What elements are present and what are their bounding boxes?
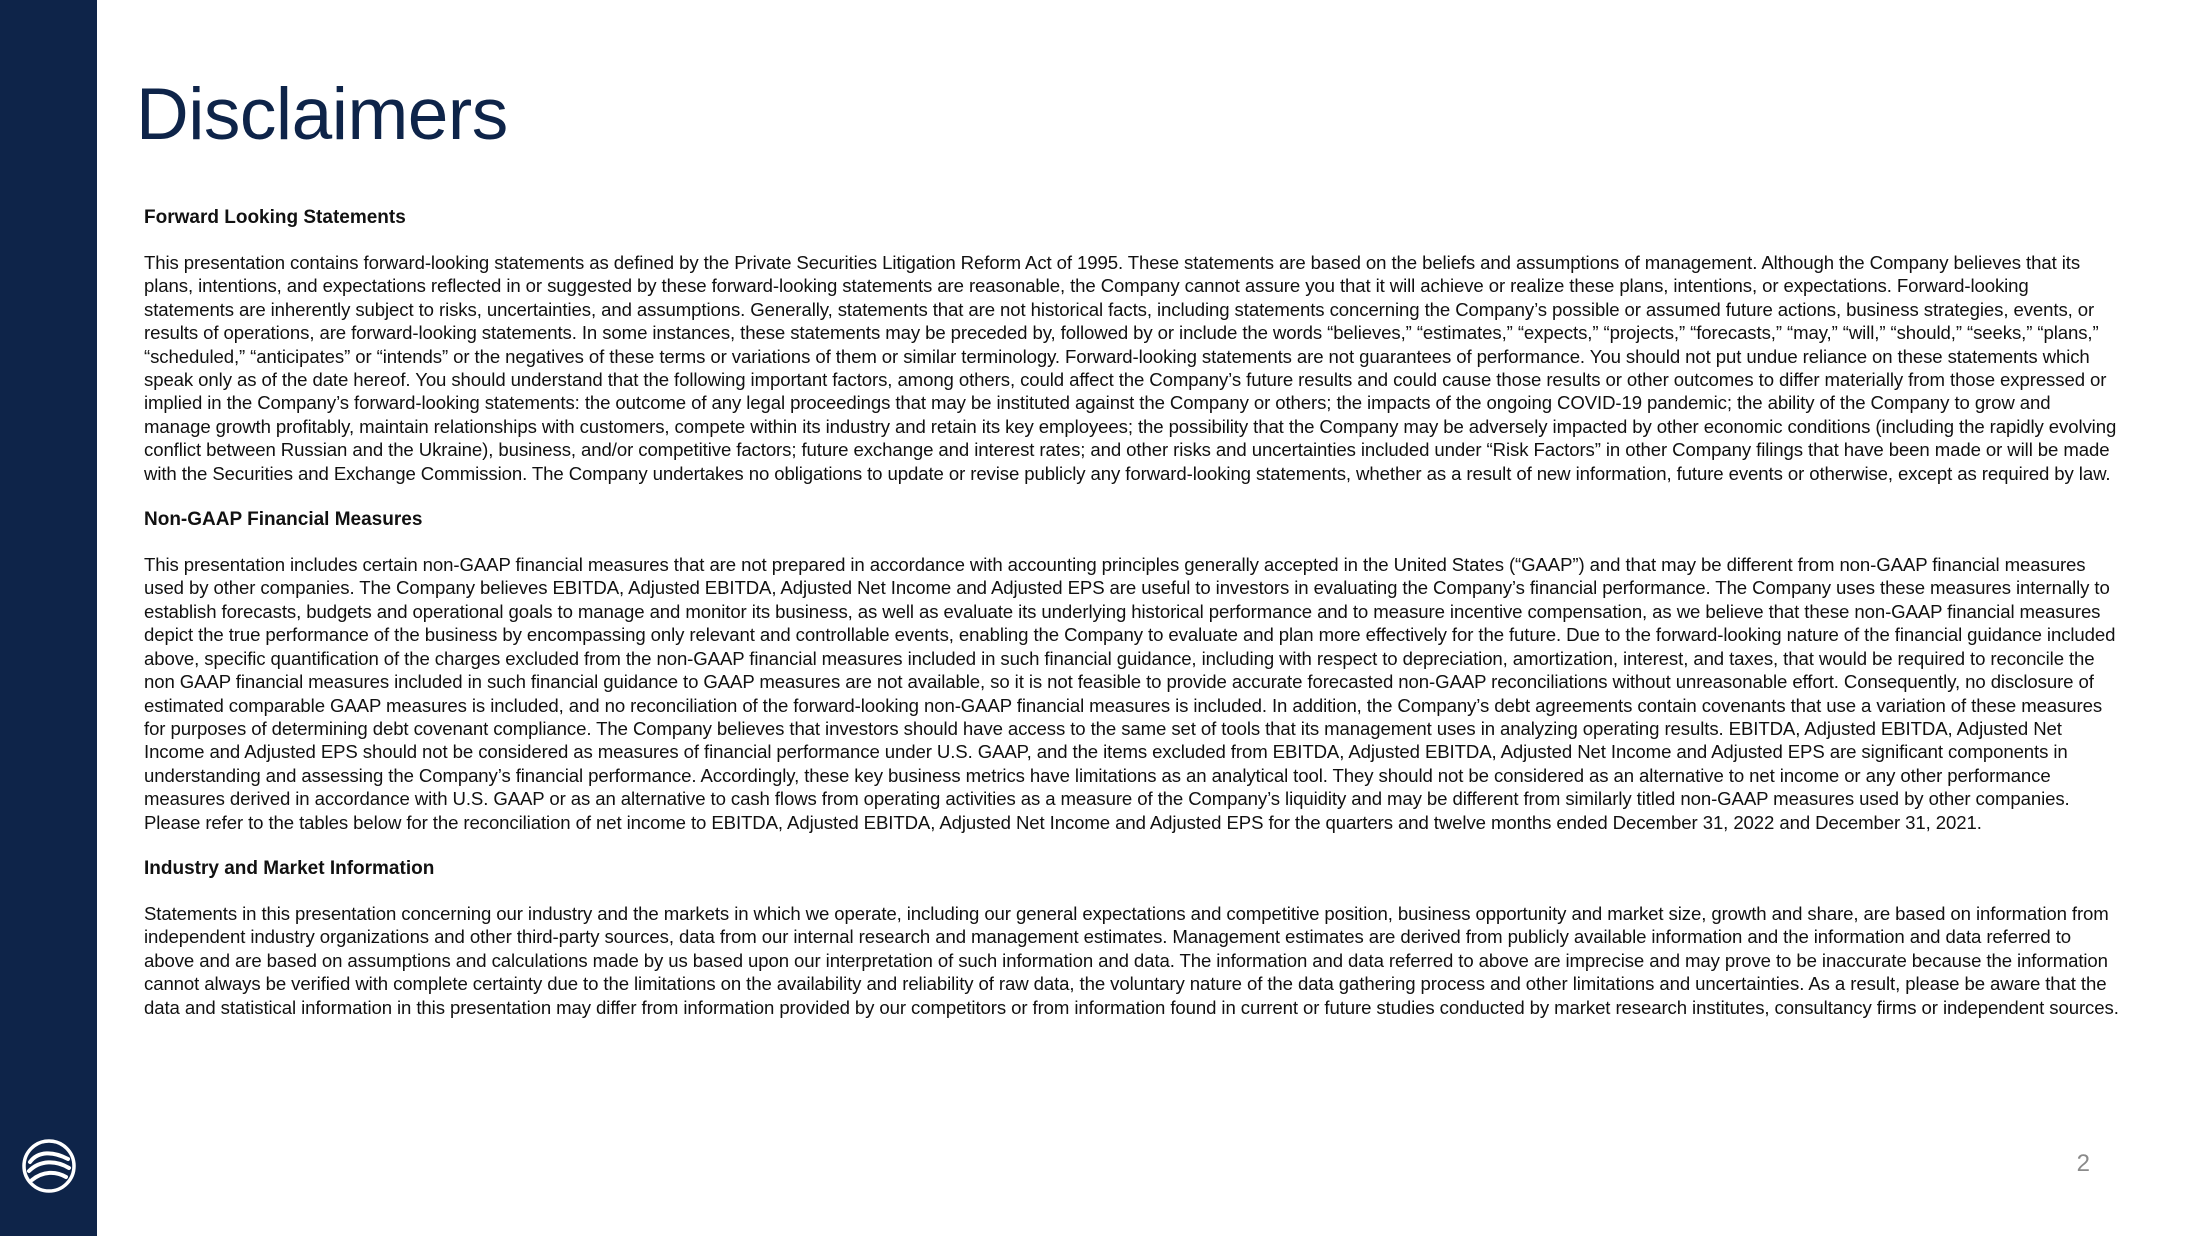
non-gaap-section xyxy=(144,508,2122,834)
page-number: 2 xyxy=(2076,1150,2090,1177)
sidebar xyxy=(0,0,97,1236)
section-body: This presentation includes certain non-GAAP financial measures that are not prepared in accordance with accounting principles generally accepted in the United States (“GAAP”) and that may be different from non-GAAP financial measures used by other companies. The Company believes EBITDA, Adjusted EBITDA, Adjusted Net Income and Adjusted EPS are useful to investors in evaluating the Company’s financial performance. The Company uses these measures internally to establish forecasts, budgets and operational goals to manage and monitor its business, as well as evaluate its underlying historical performance and to measure incentive compensation, as we believe that these non-GAAP financial measures depict the true performance of the business by encompassing only relevant and controllable events, enabling the Company to evaluate and plan more effectively for the future. Due to the forward-looking nature of the financial guidance included above, specific quantification of the charges excluded from the non-GAAP financial measures included in such financial guidance, including with respect to depreciation, amortization, interest, and taxes, that would be required to reconcile the non GAAP financial measures included in such financial guidance to GAAP measures are not available, so it is not feasible to provide accurate forecasted non-GAAP reconciliations without unreasonable effort. Consequently, no disclosure of estimated comparable GAAP measures is included, and no reconciliation of the forward-looking non-GAAP financial measures is included. In addition, the Company’s debt agreements contain covenants that use a variation of these measures for purposes of determining debt covenant compliance. The Company believes that investors should have access to the same set of tools that its management uses in analyzing operating results. EBITDA, Adjusted EBITDA, Adjusted Net Income and Adjusted EPS should not be considered as measures of financial performance under U.S. GAAP, and the items excluded from EBITDA, Adjusted EBITDA, Adjusted Net Income and Adjusted EPS are significant components in understanding and assessing the Company’s financial performance. Accordingly, these key business metrics have limitations as an analytical tool. They should not be considered as an alternative to net income or any other performance measures derived in accordance with U.S. GAAP or as an alternative to cash flows from operating activities as a measure of the Company’s liquidity and may be different from similarly titled non-GAAP measures used by other companies. Please refer to the tables below for the reconciliation of net income to EBITDA, Adjusted EBITDA, Adjusted Net Income and Adjusted EPS for the quarters and twelve months ended December 31, 2022 and December 31, 2021. xyxy=(144,554,2116,833)
company-wave-logo-icon xyxy=(20,1137,78,1195)
section-body: Statements in this presentation concerning our industry and the markets in which we operate, including our general expectations and competitive position, business opportunity and market size, growth and share, are based on information from independent industry organizations and other third-party sources, data from our internal research and management estimates. Management estimates are derived from publicly available information and the information and data referred to above and are based on assumptions and calculations made by us based upon our interpretation of such information and data. The information and data referred to above are imprecise and may prove to be inaccurate because the information cannot always be verified with complete certainty due to the limitations on the availability and reliability of raw data, the voluntary nature of the data gathering process and other limitations and uncertainties. As a result, please be aware that the data and statistical information in this presentation may differ from information provided by our competitors or from information found in current or future studies conducted by market research institutes, consultancy firms or independent sources. xyxy=(144,902,2119,1018)
section-body: This presentation contains forward-looking statements as defined by the Private Securities Litigation Reform Act of 1995. These statements are based on the beliefs and assumptions of management. Although the Company believes that its plans, intentions, and expectations reflected in or suggested by these forward-looking statements are reasonable, the Company cannot assure you that it will achieve or realize these plans, intentions, or expectations. Forward-looking statements are inherently subject to risks, uncertainties, and assumptions. Generally, statements that are not historical facts, including statements concerning the Company’s possible or assumed future actions, business strategies, events, or results of operations, are forward-looking statements. In some instances, these statements may be preceded by, followed by or include the words “believes,” “estimates,” “expects,” “projects,” “forecasts,” “may,” “will,” “should,” “seeks,” “plans,” “scheduled,” “anticipates” or “intends” or the negatives of these terms or variations of them or similar terminology. Forward-looking statements are not guarantees of performance. You should not put undue reliance on these statements which speak only as of the date hereof. You should understand that the following important factors, among others, could affect the Company’s future results and could cause those results or other outcomes to differ materially from those expressed or implied in the Company’s forward-looking statements: the outcome of any legal proceedings that may be instituted against the Company or others; the impacts of the ongoing COVID-19 pandemic; the ability of the Company to grow and manage growth profitably, maintain relationships with customers, compete within its industry and retain its key employees; the possibility that the Company may be adversely impacted by other economic conditions (including the rapidly evolving conflict between Russian and the Ukraine), business, and/or competitive factors; future exchange and interest rates; and other risks and uncertainties included under “Risk Factors” in other Company filings that have been made or will be made with the Securities and Exchange Commission. The Company undertakes no obligations to update or revise publicly any forward-looking statements, whether as a result of new information, future events or otherwise, except as required by law. xyxy=(144,252,2117,484)
section-heading: Industry and Market Information xyxy=(144,857,435,879)
section-heading: Forward Looking Statements xyxy=(144,207,406,228)
disclaimer-content xyxy=(144,206,2122,1042)
forward-looking-section xyxy=(144,206,2122,485)
section-heading: Non-GAAP Financial Measures xyxy=(144,509,423,531)
industry-market-section xyxy=(144,857,2122,1019)
page-title: Disclaimers xyxy=(136,74,508,155)
